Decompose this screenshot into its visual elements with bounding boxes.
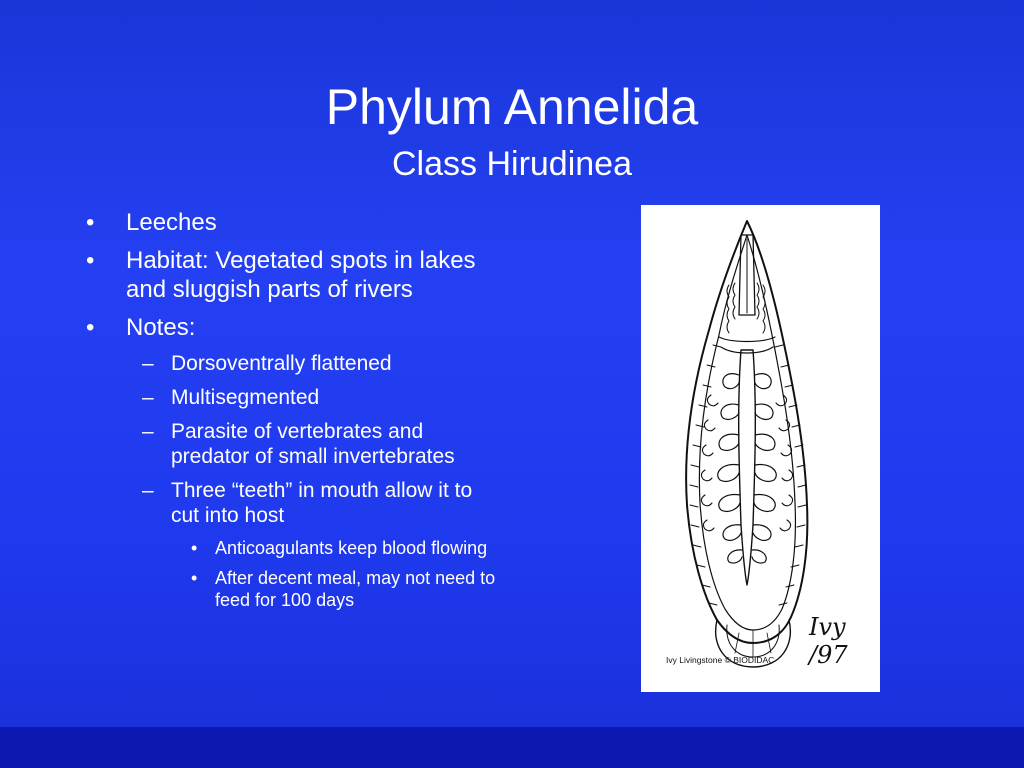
dash-icon: –: [142, 479, 154, 502]
bullet-icon: •: [86, 209, 95, 236]
bullet-item-leeches: [86, 208, 516, 237]
sub-sub-bullet-meal: [171, 567, 505, 611]
image-credit: Ivy Livingstone © BIODIDAC: [666, 655, 775, 665]
footer-bar: [0, 727, 1024, 768]
sub-bullet-text: Dorsoventrally flattened: [171, 352, 392, 375]
slide-subtitle: Class Hirudinea: [392, 145, 632, 183]
gland-cluster-left: [727, 283, 735, 333]
segment-lines-right: [775, 345, 806, 605]
sub-sub-bullet-anticoagulants: [171, 537, 505, 559]
nephridia-right: [776, 395, 793, 531]
bullet-item-habitat: [86, 246, 516, 304]
sub-bullet-flattened: [126, 351, 491, 376]
dash-icon: –: [142, 352, 154, 375]
sub-sub-bullet-text: After decent meal, may not need to feed for 100 days: [215, 568, 496, 610]
bullet-text: Notes:: [126, 314, 196, 341]
sub-bullet-multisegmented: [126, 385, 491, 410]
bullet-text: Leeches: [126, 209, 217, 236]
dash-icon: –: [142, 420, 154, 443]
sub-bullet-text: Multisegmented: [171, 386, 320, 409]
sub-bullet-teeth: [126, 478, 491, 528]
leech-figure: [641, 205, 880, 692]
bullet-icon: •: [191, 568, 198, 588]
bullet-icon: •: [86, 314, 95, 341]
sub-bullet-text: Parasite of vertebrates and predator of small invertebrates: [171, 420, 455, 468]
slide-title: Phylum Annelida: [325, 79, 699, 135]
sub-bullet-parasite: [126, 419, 491, 469]
segment-lines-left: [690, 345, 721, 605]
bullet-list: [86, 208, 516, 619]
bullet-item-notes: [86, 313, 516, 342]
bullet-icon: •: [191, 538, 198, 558]
bullet-icon: •: [86, 247, 95, 274]
artist-signature: Ivy /97: [809, 613, 848, 669]
bullet-text: Habitat: Vegetated spots in lakes and sluggish parts of rivers: [126, 247, 476, 303]
sub-bullet-text: Three “teeth” in mouth allow it to cut into host: [171, 479, 473, 527]
sub-sub-bullet-text: Anticoagulants keep blood flowing: [215, 538, 488, 558]
dash-icon: –: [142, 386, 154, 409]
gland-cluster-right: [757, 283, 765, 333]
